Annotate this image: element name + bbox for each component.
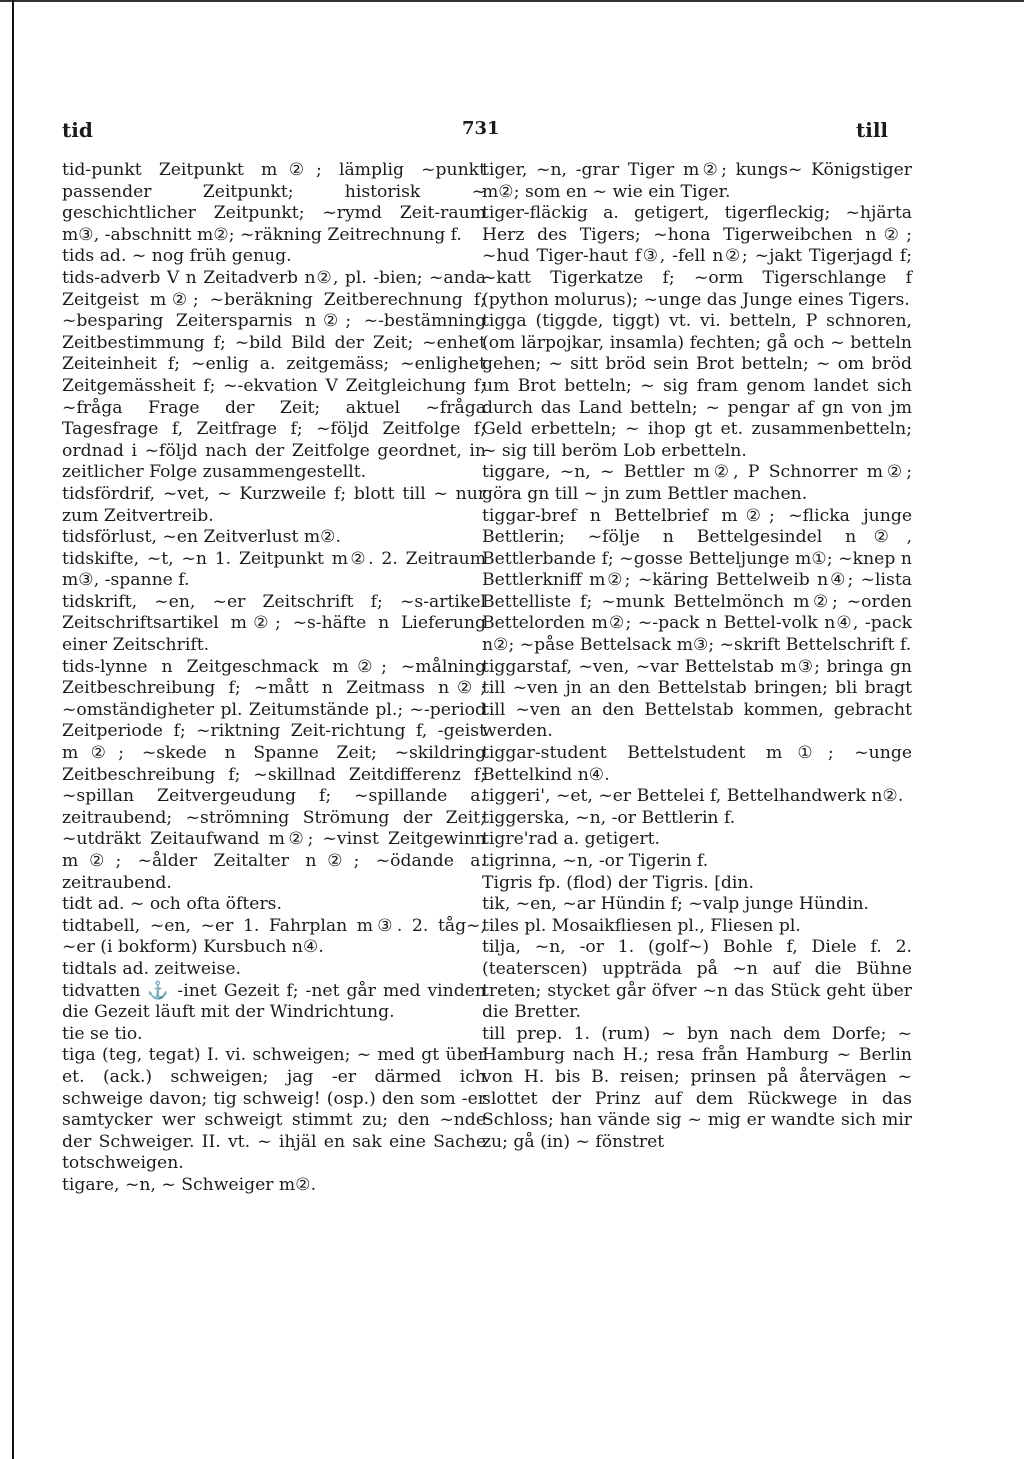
dictionary-entry: till prep. 1. (rum) ~ byn nach dem Dorfe; ~ Hamburg nach H.; resa från Hamburg ~ Berlin von H. bis B. reisen; prinsen på återvägen ~ slottet der Prinz auf dem Rückwege in das Schloss; han vände sig ~ mig er wandte sich mir zu; gå (in) ~ fönstret	[482, 1023, 912, 1152]
dictionary-entry: tidskrift, ~en, ~er Zeitschrift f; ~s-artikel Zeitschriftsartikel m②; ~s-häfte n Lieferung einer Zeitschrift.	[62, 591, 486, 656]
dictionary-entry: tik, ~en, ~ar Hündin f; ~valp junge Hündin.	[482, 894, 870, 915]
dictionary-entry: tiles pl. Mosaikfliesen pl., Fliesen pl.	[482, 915, 801, 936]
dictionary-entry: tid-punkt Zeitpunkt m②; lämplig ~punkt passender Zeitpunkt; historisk ~ geschichtlicher Zeitpunkt; ~rymd Zeit-raum m③, -abschnitt m②; ~räkning Zeitrechnung f.	[62, 160, 486, 245]
page-top-edge	[0, 0, 1024, 2]
page-number: 731	[462, 118, 500, 139]
page-left-edge	[12, 0, 14, 1459]
dictionary-entry: tiger-fläckig a. getigert, tigerfleckig; ~hjärta Herz des Tigers; ~hona Tigerweibchen n②; ~hud Tiger-haut f③, -fell n②; ~jakt Tigerjagd f; ~katt Tigerkatze f; ~orm Tigerschlange f (python molurus); ~unge das Junge eines Tigers.	[482, 203, 912, 310]
dictionary-entry: tidt ad. ~ och ofta öfters.	[62, 894, 282, 915]
dictionary-entry: tiggerska, ~n, -or Bettlerin f.	[482, 807, 736, 828]
dictionary-entry: tigrinna, ~n, -or Tigerin f.	[482, 851, 709, 871]
dictionary-entry: tids-lynne n Zeitgeschmack m②; ~målning Zeitbeschreibung f; ~mått n Zeitmass n②; ~omständigheter pl. Zeitumstände pl.; ~-period Zeitperiode f; ~riktning Zeit-richtung f, -geist m②; ~skede n Spanne Zeit; ~skildring Zeitbeschreibung f; ~skillnad Zeitdifferenz f; ~spillan Zeitvergeudung f; ~spillande a. zeitraubend; ~strömning Strömung der Zeit; ~utdräkt Zeitaufwand m②; ~vinst Zeitgewinn m②; ~ålder Zeitalter n②; ~ödande a. zeitraubend.	[62, 656, 486, 893]
dictionary-entry: tiggare, ~n, ~ Bettler m②, P Schnorrer m②; göra gn till ~ jn zum Bettler machen.	[482, 462, 912, 504]
left-column	[62, 160, 486, 1197]
dictionary-entry: tidsförlust, ~en Zeitverlust m②.	[62, 527, 342, 548]
dictionary-entry: tidtals ad. zeitweise.	[62, 958, 241, 979]
dictionary-entry: tigare, ~n, ~ Schweiger m②.	[62, 1174, 317, 1195]
dictionary-entry: tie se tio.	[62, 1023, 143, 1044]
dictionary-entry: tidskifte, ~t, ~n 1. Zeitpunkt m②. 2. Zeitraum m③, -spanne f.	[62, 548, 486, 591]
dictionary-entry: tidtabell, ~en, ~er 1. Fahrplan m③. 2. tåg~, ~er (i bokform) Kursbuch n④.	[62, 915, 486, 958]
dictionary-entry: tidsfördrif, ~vet, ~ Kurzweile f; blott till ~ nur zum Zeitvertreib.	[62, 483, 486, 526]
dictionary-entry: tiggeri', ~et, ~er Bettelei f, Bettelhandwerk n②.	[482, 786, 904, 807]
dictionary-entry: tidvatten ⚓ -inet Gezeit f; -net går med vinden die Gezeit läuft mit der Windrichtung.	[62, 980, 486, 1023]
dictionary-entry: tigre'rad a. getigert.	[482, 829, 660, 850]
dictionary-entry: tiggar-student Bettelstudent m①; ~unge Bettelkind n④.	[482, 743, 912, 785]
running-head-left: tid	[62, 118, 93, 142]
dictionary-entry: tigga (tiggde, tiggt) vt. vi. betteln, P schnoren, (om lärpojkar, insamla) fechten; gå och ~ betteln gehen; ~ sitt bröd sein Brot betteln; ~ om bröd um Brot betteln; ~ sig fram genom landet sich durch das Land betteln; ~ pengar af gn von jm Geld erbetteln; ~ ihop gt et. zusammenbetteln; ~ sig till beröm Lob erbetteln.	[482, 311, 912, 461]
dictionary-entry: tiger, ~n, -grar Tiger m②; kungs~ Königstiger m②; som en ~ wie ein Tiger.	[482, 160, 912, 202]
running-head-right: till	[856, 118, 889, 142]
dictionary-entry: Tigris fp. (flod) der Tigris. [din.	[482, 872, 754, 893]
dictionary-entry: tids-adverb V n Zeitadverb n②, pl. -bien; ~anda Zeitgeist m②; ~beräkning Zeitberechnung f; ~besparing Zeitersparnis n②; ~-bestämning Zeitbestimmung f; ~bild Bild der Zeit; ~enhet Zeiteinheit f; ~enlig a. zeitgemäss; ~enlighet Zeitgemässheit f; ~-ekvation V Zeitgleichung f; ~fråga Frage der Zeit; aktuel ~fråga Tagesfrage f, Zeitfrage f; ~följd Zeitfolge f; ordnad i ~följd nach der Zeitfolge geordnet, in zeitlicher Folge zusammengestellt.	[62, 267, 486, 483]
right-column	[482, 160, 912, 1153]
dictionary-entry: tilja, ~n, -or 1. (golf~) Bohle f, Diele f. 2. (teaterscen) uppträda på ~n auf die Bühne treten; stycket går öfver ~n das Stück geht über die Bretter.	[482, 937, 912, 1023]
dictionary-entry: tiggarstaf, ~ven, ~var Bettelstab m③; bringa gn till ~ven jn an den Bettelstab bringen; bli bragt till ~ven an den Bettelstab kommen, gebracht werden.	[482, 656, 912, 742]
dictionary-entry: tiga (teg, tegat) I. vi. schweigen; ~ med gt über et. (ack.) schweigen; jag -er därmed ich schweige davon; tig schweig! (osp.) den som -er samtycker wer schweigt stimmt zu; den ~nde der Schweiger. II. vt. ~ ihjäl en sak eine Sache totschweigen.	[62, 1045, 486, 1174]
dictionary-entry: tiggar-bref n Bettelbrief m②; ~flicka junge Bettlerin; ~följe n Bettelgesindel n②, Bettlerbande f; ~gosse Betteljunge m①; ~knep n Bettlerkniff m②; ~käring Bettelweib n④; ~lista Bettelliste f; ~munk Bettelmönch m②; ~orden Bettelorden m②; ~-pack n Bettel-volk n④, -pack n②; ~påse Bettelsack m③; ~skrift Bettelschrift f.	[482, 505, 912, 656]
dictionary-entry: tids ad. ~ nog früh genug.	[62, 246, 292, 267]
